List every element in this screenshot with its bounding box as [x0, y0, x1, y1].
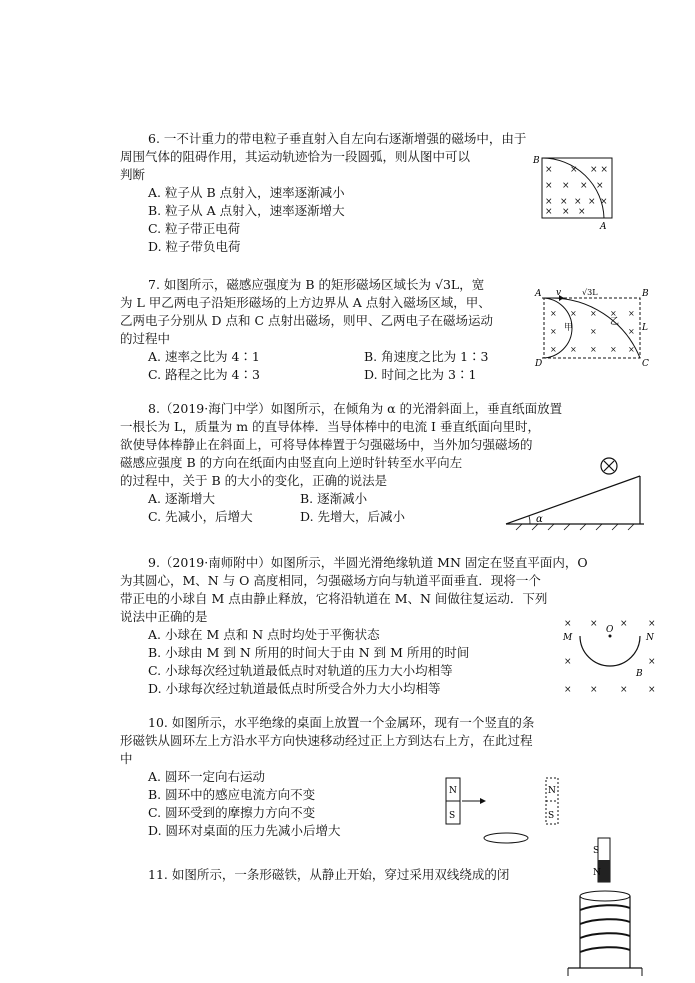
svg-text:×: ×	[620, 685, 628, 695]
q7-option-d: D. 时间之比为 3∶1	[364, 367, 477, 382]
svg-text:×: ×	[564, 657, 572, 667]
q10-magnet2-s: S	[548, 811, 555, 821]
q6-option-a: A. 粒子从 B 点射入，速率逐渐减小	[148, 185, 345, 200]
q7-stem-line3: 乙两电子分别从 D 点和 C 点射出磁场，则甲、乙两电子在磁场运动	[120, 313, 493, 328]
q7-label-c: C	[642, 359, 649, 369]
svg-text:×: ×	[562, 207, 570, 217]
q10-magnet-figure	[440, 774, 580, 846]
q7-label-v: v	[556, 288, 562, 298]
q7-figure	[532, 284, 654, 370]
q7-label-d: D	[535, 359, 543, 369]
q10-stem-line2: 形磁铁从圆环左上方沿水平方向快速移动经过正上方到达右上方，在此过程	[120, 733, 533, 748]
svg-text:×: ×	[560, 197, 568, 207]
q8-option-a: A. 逐渐增大	[148, 491, 215, 506]
q6-figure	[530, 152, 618, 232]
svg-text:×: ×	[545, 197, 553, 207]
q8-incline-figure	[502, 452, 652, 532]
svg-text:×: ×	[610, 345, 617, 354]
svg-text:×: ×	[596, 181, 604, 191]
q7-label-a: A	[535, 289, 542, 299]
svg-text:×: ×	[545, 165, 553, 175]
q10-stem-line3: 中	[120, 751, 133, 766]
svg-text:×: ×	[628, 309, 635, 318]
q6-label-b: B	[533, 156, 540, 166]
arrow-right-icon	[480, 798, 486, 804]
svg-text:×: ×	[590, 685, 598, 695]
q7-label-yi: 乙	[610, 317, 620, 327]
svg-text:×: ×	[648, 685, 656, 695]
q8-stem-line1: 8.（2019·海门中学）如图所示，在倾角为 α 的光滑斜面上，垂直纸面放置	[148, 401, 563, 416]
q10-option-a: A. 圆环一定向右运动	[148, 769, 265, 784]
svg-text:×: ×	[564, 685, 572, 695]
q7-label-length: √3L	[582, 288, 598, 297]
svg-text:×: ×	[570, 345, 577, 354]
svg-text:×: ×	[564, 619, 572, 629]
q8-option-d: D. 先增大，后减小	[300, 509, 406, 524]
svg-text:×: ×	[562, 181, 570, 191]
q9-label-m: M	[563, 633, 573, 643]
q6-stem-line3: 判断	[120, 167, 146, 182]
q6-stem-line2: 周围气体的阻碍作用，其运动轨迹恰为一段圆弧，则从图中可以	[120, 149, 471, 164]
q8-label-alpha: α	[536, 514, 543, 525]
q7-label-jia: 甲	[564, 323, 574, 333]
svg-text:×: ×	[545, 181, 553, 191]
q6-option-d: D. 粒子带负电荷	[148, 239, 241, 254]
q7-option-a: A. 速率之比为 4∶1	[148, 349, 260, 364]
svg-text:× ×: × ×	[590, 165, 608, 175]
q8-option-c: C. 先减小，后增大	[148, 509, 253, 524]
q10-magnet2-n: N	[548, 786, 556, 796]
svg-text:×: ×	[600, 197, 608, 207]
q10-option-c: C. 圆环受到的摩擦力方向不变	[148, 805, 316, 820]
svg-text:×: ×	[588, 197, 596, 207]
q9-option-a: A. 小球在 M 点和 N 点时均处于平衡状态	[148, 627, 380, 642]
q7-label-l: L	[642, 323, 648, 333]
q11-coil-figure	[560, 834, 650, 980]
q10-option-d: D. 圆环对桌面的压力先减小后增大	[148, 823, 341, 838]
q9-stem-line1: 9.（2019·南师附中）如图所示，半圆光滑绝缘轨道 MN 固定在竖直平面内，O	[148, 555, 588, 570]
svg-text:×: ×	[545, 207, 553, 217]
q11-stem-line1: 11. 如图所示，一条形磁铁，从静止开始，穿过采用双线绕成的闭	[148, 867, 510, 882]
svg-text:×: ×	[578, 207, 586, 217]
q7-stem-line4: 的过程中	[120, 331, 171, 346]
q8-option-b: B. 逐渐减小	[300, 491, 368, 506]
q8-stem-line2: 一根长为 L，质量为 m 的直导体棒．当导体棒中的电流 I 垂直纸面向里时，	[120, 419, 540, 434]
q6-option-b: B. 粒子从 A 点射入，速率逐渐增大	[148, 203, 345, 218]
q7-option-b: B. 角速度之比为 1∶3	[364, 349, 489, 364]
svg-text:×: ×	[580, 181, 588, 191]
q8-stem-line5: 的过程中，关于 B 的大小的变化，正确的说法是	[120, 473, 388, 488]
q9-label-n: N	[646, 633, 654, 643]
q8-stem-line3: 欲使导体棒静止在斜面上，可将导体棒置于匀强磁场中，当外加匀强磁场的	[120, 437, 533, 452]
metal-ring	[484, 833, 528, 843]
svg-text:×: ×	[628, 327, 635, 336]
q10-magnet1-s: S	[449, 811, 456, 821]
q11-magnet-s: S	[593, 846, 600, 856]
q7-stem-line2: 为 L 甲乙两电子沿矩形磁场的上方边界从 A 点射入磁场区域，甲、	[120, 295, 491, 310]
q6-option-c: C. 粒子带正电荷	[148, 221, 241, 236]
q9-stem-line3: 带正电的小球自 M 点由静止释放，它将沿轨道在 M、N 间做往复运动．下列	[120, 591, 548, 606]
q9-option-b: B. 小球由 M 到 N 所用的时间大于由 N 到 M 所用的时间	[148, 645, 470, 660]
svg-text:×: ×	[574, 197, 582, 207]
q9-option-c: C. 小球每次经过轨道最低点时对轨道的压力大小均相等	[148, 663, 453, 678]
q11-magnet-n: N	[593, 868, 601, 878]
svg-text:×: ×	[648, 657, 656, 667]
q7-option-c: C. 路程之比为 4∶3	[148, 367, 260, 382]
svg-text:×: ×	[550, 309, 557, 318]
svg-text:×: ×	[590, 327, 597, 336]
svg-text:×: ×	[610, 309, 617, 318]
svg-text:×: ×	[628, 345, 635, 354]
q9-track-figure	[560, 616, 660, 698]
q9-label-b: B	[636, 669, 643, 679]
svg-text:×: ×	[620, 619, 628, 629]
q10-stem-line1: 10. 如图所示，水平绝缘的桌面上放置一个金属环，现有一个竖直的条	[148, 715, 535, 730]
svg-text:×: ×	[570, 165, 578, 175]
svg-text:×: ×	[590, 345, 597, 354]
q7-label-b: B	[642, 289, 649, 299]
svg-text:×: ×	[550, 327, 557, 336]
q8-stem-line4: 磁感应强度 B 的方向在纸面内由竖直向上逆时针转至水平向左	[120, 455, 463, 470]
svg-text:×: ×	[550, 345, 557, 354]
q6-stem-line1: 6. 一不计重力的带电粒子垂直射入自左向右逐渐增强的磁场中，由于	[148, 131, 527, 146]
q9-option-d: D. 小球每次经过轨道最低点时所受合外力大小均相等	[148, 681, 441, 696]
q9-stem-line4: 说法中正确的是	[120, 609, 208, 624]
q9-stem-line2: 为其圆心，M、N 与 O 高度相同，匀强磁场方向与轨道平面垂直．现将一个	[120, 573, 541, 588]
q7-stem-line1: 7. 如图所示，磁感应强度为 B 的矩形磁场区域长为 √3L，宽	[148, 277, 485, 292]
svg-text:×: ×	[590, 309, 597, 318]
svg-text:×: ×	[590, 619, 598, 629]
q10-magnet1-n: N	[449, 786, 457, 796]
svg-text:×: ×	[570, 309, 577, 318]
q10-option-b: B. 圆环中的感应电流方向不变	[148, 787, 316, 802]
q9-label-o: O	[606, 625, 614, 635]
svg-text:×: ×	[648, 619, 656, 629]
q6-label-a: A	[600, 222, 607, 232]
